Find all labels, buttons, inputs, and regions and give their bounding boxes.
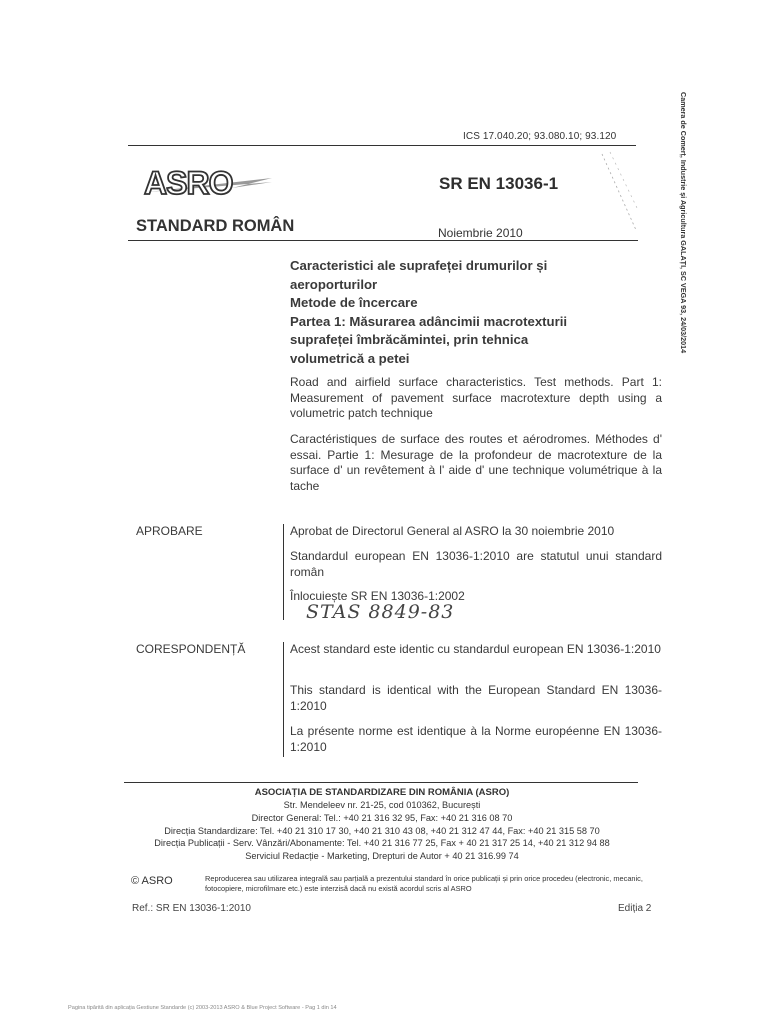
footer-rule <box>124 782 638 783</box>
title-ro-line: volumetrică a petei <box>290 350 410 366</box>
header-rule <box>128 240 638 241</box>
copyright: © ASRO <box>131 875 173 887</box>
correspondence-label: CORESPONDENȚĂ <box>136 642 246 656</box>
correspondence-en: This standard is identical with the European Standard EN 13036-1:2010 <box>290 683 662 713</box>
title-romanian <box>290 257 640 368</box>
approval-date: Aprobat de Directorul General al ASRO la 30 noiembrie 2010 <box>290 524 615 538</box>
asro-logo-text: ASRO <box>144 165 233 201</box>
approval-label: APROBARE <box>136 524 203 538</box>
stamp-mark <box>600 150 640 240</box>
correspondence-bar <box>283 642 284 757</box>
correspondence-fr: La présente norme est identique à la Norme européenne EN 13036-1:2010 <box>290 724 662 754</box>
edition-number: Ediția 2 <box>618 903 652 914</box>
publication-date: Noiembrie 2010 <box>438 226 523 240</box>
title-ro-line: Partea 1: Măsurarea adâncimii macrotexturii <box>290 313 568 329</box>
handwritten-note: STAS 8849-83 <box>306 601 455 623</box>
correspondence-ro: Acest standard este identic cu standardul european EN 13036-1:2010 <box>290 642 661 656</box>
side-license-stamp: Camera de Comerț, Industrie și Agricultura GALAȚI, SC VEGA 93, 24/03/2014 <box>679 92 688 354</box>
asro-logo <box>140 158 280 204</box>
title-ro-line: suprafeței îmbrăcămintei, prin tehnica <box>290 332 529 347</box>
reproduction-notice: Reproducerea sau utilizarea integrală sau parțială a prezentului standard în orice publicații și prin orice procedeu (electronic, mecanic, fotocopiere, microfilmare etc.) este interzisă dacă nu există acordul scris al ASRO <box>205 874 643 893</box>
approval-replaces: Înlocuiește SR EN 13036-1:2002 <box>290 589 465 603</box>
footer-director: Director General: Tel.: +40 21 316 32 95, Fax: +40 21 316 08 70 <box>251 812 513 823</box>
footer-editorial: Serviciul Redacție - Marketing, Drepturi de Autor + 40 21 316.99 74 <box>245 851 519 862</box>
document-reference: Ref.: SR EN 13036-1:2010 <box>132 903 251 914</box>
standard-label: STANDARD ROMÂN <box>136 217 295 235</box>
footer-contact-block <box>112 786 652 863</box>
standard-code: SR EN 13036-1 <box>439 174 559 193</box>
footer-address: Str. Mendeleev nr. 21-25, cod 010362, București <box>283 800 481 810</box>
title-english: Road and airfield surface characteristics. Test methods. Part 1: Measurement of pavement surface macrotexture depth using a volumetric patch technique <box>290 375 662 420</box>
footer-publications: Direcția Publicații - Serv. Vânzări/Abonamente: Tel. +40 21 316 77 25, Fax + 40 21 317 25 14, +40 21 312 94 88 <box>154 838 610 849</box>
title-french: Caractéristiques de surface des routes et aérodromes. Méthodes d' essai. Partie 1: Mesurage de la profondeur de macrotexture de la surface d' un revêtement à l' aide d' une technique volumétrique à la tache <box>290 432 662 493</box>
ics-codes: ICS 17.040.20; 93.080.10; 93.120 <box>463 131 617 142</box>
title-ro-line: aeroporturilor <box>290 276 378 292</box>
print-footer-note: Pagina tipărită din aplicația Gestiune Standarde (c) 2003-2013 ASRO & Blue Project Software - Pag 1 din 14 <box>68 1005 337 1011</box>
title-ro-line: Caracteristici ale suprafeței drumurilor și <box>290 258 548 273</box>
approval-bar <box>283 524 284 620</box>
footer-standardization: Direcția Standardizare: Tel. +40 21 310 17 30, +40 21 310 43 08, +40 21 312 47 44, Fax: +40 21 315 58 70 <box>164 825 600 836</box>
top-rule <box>128 145 636 146</box>
footer-org: ASOCIAȚIA DE STANDARDIZARE DIN ROMÂNIA (ASRO) <box>254 787 510 798</box>
title-ro-line: Metode de încercare <box>290 295 418 310</box>
approval-status: Standardul european EN 13036-1:2010 are statutul unui standard român <box>290 549 662 579</box>
